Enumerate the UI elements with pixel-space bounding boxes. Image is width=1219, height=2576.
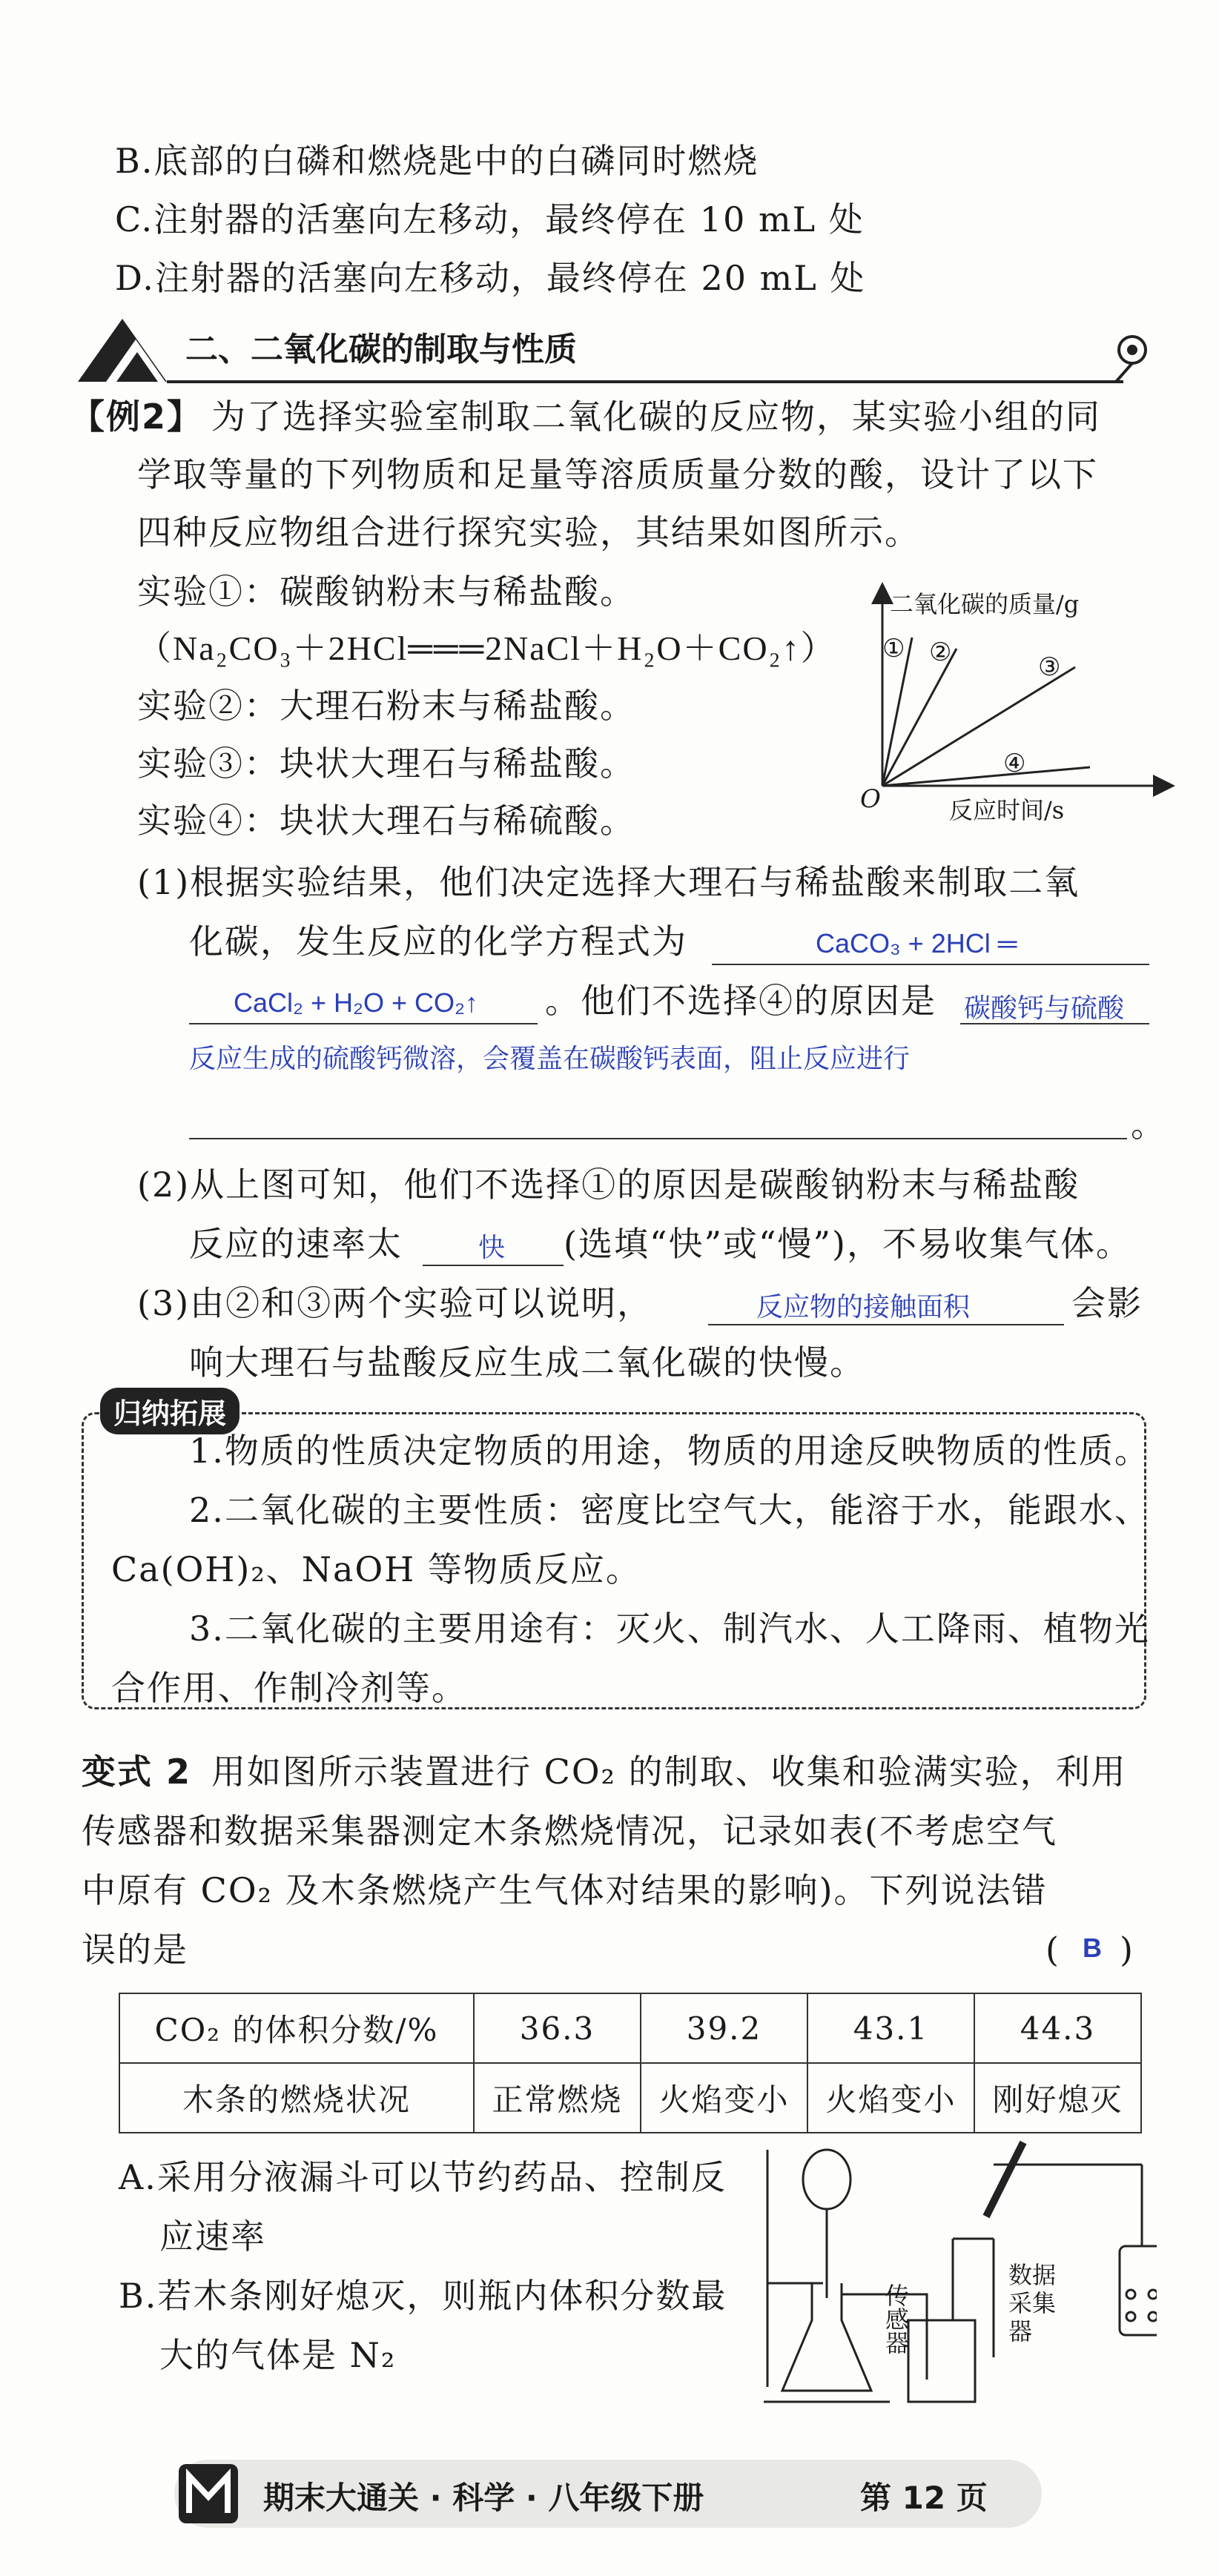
q1-line1: (1)根据实验结果，他们决定选择大理石与稀盐酸来制取二氧 (137, 862, 1080, 902)
table-cell: 43.1 (807, 1993, 974, 2063)
table-cell: 木条的燃烧状况 (119, 2063, 474, 2133)
series-line-3 (882, 667, 1075, 786)
q1-blank-4 (189, 1138, 1127, 1139)
summary-title: 归纳拓展 (100, 1388, 239, 1434)
variant-line-4: 误的是 (82, 1930, 188, 1970)
chart-ylabel: 二氧化碳的质量/g (890, 590, 1080, 618)
example-intro-1: 为了选择实验室制取二氧化碳的反应物，某实验小组的同 (211, 397, 1101, 437)
answer-paren-open: ( (1045, 1930, 1060, 1970)
variant-option-a-cont: 应速率 (159, 2216, 266, 2257)
variant-line-2: 传感器和数据采集器测定木条燃烧情况，记录如表(不考虑空气 (82, 1811, 1057, 1851)
variant-answer: B (1083, 1933, 1102, 1963)
variant-line-1: 用如图所示装置进行 CO₂ 的制取、收集和验满实验，利用 (211, 1752, 1127, 1792)
summary-line-5: 合作用、作制冷剂等。 (111, 1668, 467, 1708)
option-c-top: C.注射器的活塞向左移动，最终停在 10 mL 处 (115, 199, 865, 239)
experiment-1-equation: （Na₂CO₃＋2HCl═══2NaCl＋H₂O＋CO₂↑） (137, 629, 836, 667)
series-label-4: ④ (1003, 749, 1026, 778)
variant-option-a: A.采用分液漏斗可以节约药品、控制反 (119, 2157, 727, 2197)
collector-label: 数据采集器 (1008, 2261, 1057, 2345)
experiment-2: 实验②：大理石粉末与稀盐酸。 (137, 686, 635, 726)
series-label-1: ① (882, 634, 905, 663)
q3-line2: 响大理石与盐酸反应生成二氧化碳的快慢。 (189, 1342, 865, 1383)
table-cell: 正常燃烧 (474, 2063, 641, 2133)
answer-paren-close: ) (1120, 1930, 1134, 1970)
q2-line1: (2)从上图可知，他们不选择①的原因是碳酸钠粉末与稀盐酸 (137, 1165, 1080, 1205)
summary-line-2: 2.二氧化碳的主要性质：密度比空气大，能溶于水，能跟水、 (189, 1490, 1150, 1530)
option-b-top: B.底部的白磷和燃烧匙中的白磷同时燃烧 (115, 141, 759, 181)
q2-blank (423, 1265, 564, 1266)
series-line-4 (882, 767, 1090, 786)
page-number: 第 12 页 (860, 2480, 988, 2516)
series-label-2: ② (929, 638, 952, 667)
series-label-3: ③ (1038, 652, 1061, 682)
summary-line-3: Ca(OH)₂、NaOH 等物质反应。 (111, 1549, 641, 1589)
q2-answer: 快 (478, 1232, 506, 1262)
variant-option-b-cont: 大的气体是 N₂ (159, 2335, 397, 2375)
table-cell: CO₂ 的体积分数/% (119, 1993, 474, 2063)
sensor-label: 传感器 (882, 2283, 910, 2354)
table-cell: 36.3 (474, 1993, 641, 2063)
q1-end: 。 (1131, 1105, 1166, 1145)
table-cell: 火焰变小 (641, 2063, 807, 2133)
q1-line2: 化碳，发生反应的化学方程式为 (189, 921, 687, 961)
q1-answer-2: CaCl₂ + H₂O + CO₂↑ (234, 987, 478, 1018)
table-cell: 39.2 (641, 1993, 807, 2063)
table-cell: 44.3 (974, 1993, 1141, 2063)
q1-answer-4: 反应生成的硫酸钙微溶，会覆盖在碳酸钙表面，阻止反应进行 (189, 1043, 911, 1073)
section-title: 二、二氧化碳的制取与性质 (185, 331, 577, 368)
q3-post: 会影 (1071, 1283, 1143, 1323)
summary-line-1: 1.物质的性质决定物质的用途，物质的用途反映物质的性质。 (189, 1431, 1150, 1471)
experiment-4: 实验④：块状大理石与稀硫酸。 (137, 801, 635, 841)
q3-pre: (3)由②和③两个实验可以说明， (137, 1283, 653, 1323)
q1-mid: 。他们不选择④的原因是 (545, 981, 936, 1021)
chart-origin: O (860, 784, 881, 814)
q1-blank-2 (189, 1023, 538, 1024)
example-tag: 【例2】 (70, 397, 203, 437)
variant-option-b: B.若木条刚好熄灭，则瓶内体积分数最 (119, 2276, 727, 2316)
apparatus-diagram (741, 2135, 1157, 2417)
q1-answer-1: CaCO₃ + 2HCl ═ (816, 928, 1017, 958)
table-row (119, 1993, 1141, 2063)
experiment-3: 实验③：块状大理石与稀盐酸。 (137, 744, 635, 784)
footer-title: 期末大通关 · 科学 · 八年级下册 (263, 2480, 704, 2516)
experiment-1: 实验①：碳酸钠粉末与稀盐酸。 (137, 572, 635, 612)
table-cell: 火焰变小 (807, 2063, 974, 2133)
example-intro-3: 四种反应物组合进行探究实验，其结果如图所示。 (137, 512, 920, 552)
summary-line-4: 3.二氧化碳的主要用途有：灭火、制汽水、人工降雨、植物光 (189, 1609, 1150, 1649)
table-row (119, 2063, 1141, 2133)
variant-line-3: 中原有 CO₂ 及木条燃烧产生气体对结果的影响)。下列说法错 (82, 1870, 1048, 1910)
logo-icon (174, 2460, 242, 2528)
q1-blank-1 (712, 964, 1149, 965)
variant-tag: 变式 2 (82, 1752, 192, 1792)
series-line-2 (882, 649, 957, 786)
q2-post: (选填“快”或“慢”)，不易收集气体。 (564, 1224, 1132, 1264)
q1-answer-3: 碳酸钙与硫酸 (964, 993, 1125, 1023)
q2-pre: 反应的速率太 (189, 1224, 403, 1264)
chart-xlabel: 反应时间/s (949, 796, 1065, 824)
q3-answer: 反应物的接触面积 (756, 1291, 971, 1322)
q3-blank (708, 1324, 1064, 1325)
option-d-top: D.注射器的活塞向左移动，最终停在 20 mL 处 (115, 258, 866, 298)
table-cell: 刚好熄灭 (974, 2063, 1141, 2133)
data-table (119, 1993, 1142, 2133)
example-intro-2: 学取等量的下列物质和足量等溶质质量分数的酸，设计了以下 (137, 454, 1098, 494)
